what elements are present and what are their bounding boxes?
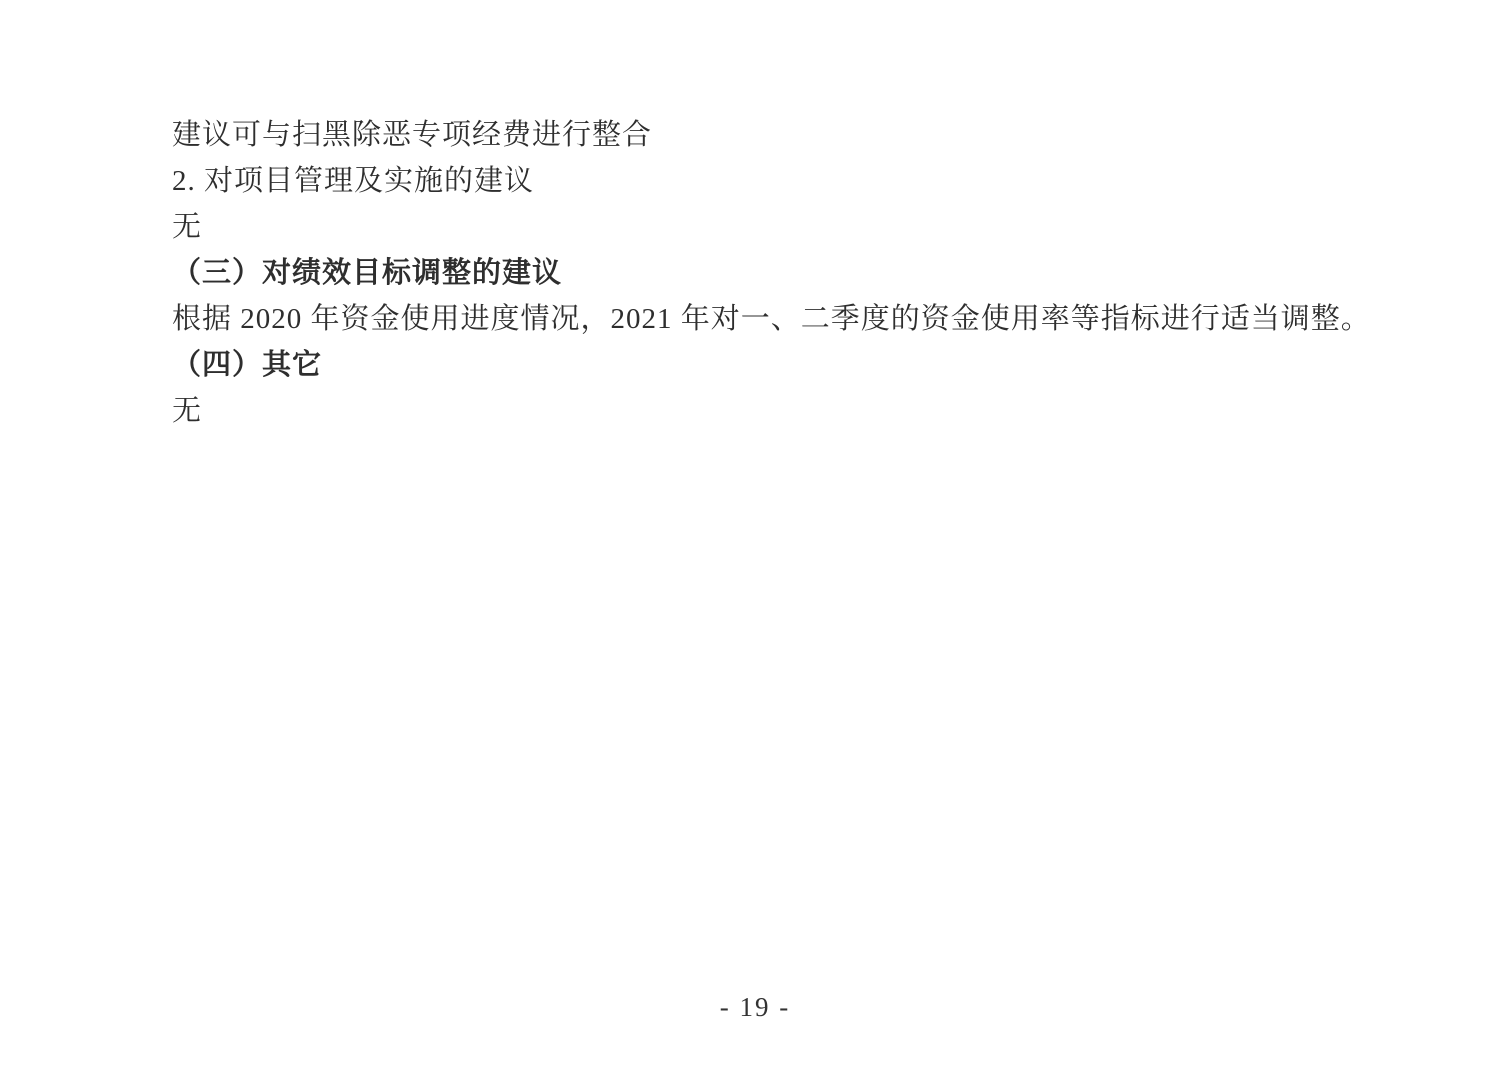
section-heading-3: （三）对绩效目标调整的建议 bbox=[172, 257, 563, 289]
paragraph-adjustment-detail: 根据 2020 年资金使用进度情况，2021 年对一、二季度的资金使用率等指标进行适当调整。 bbox=[172, 303, 1371, 335]
paragraph-none-2: 无 bbox=[172, 395, 203, 427]
page-number: - 19 - bbox=[719, 992, 791, 1022]
document-body bbox=[172, 112, 1470, 434]
section-heading-4: （四）其它 bbox=[172, 349, 323, 381]
paragraph-none-1: 无 bbox=[172, 211, 203, 243]
paragraph-item-2-heading: 2. 对项目管理及实施的建议 bbox=[172, 165, 535, 197]
paragraph-suggestion-funds: 建议可与扫黑除恶专项经费进行整合 bbox=[172, 119, 653, 151]
